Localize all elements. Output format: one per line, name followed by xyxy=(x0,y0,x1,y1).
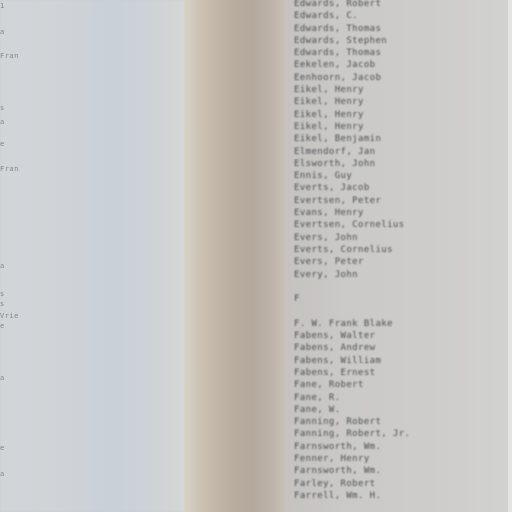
name-entry: Fabens, William xyxy=(294,355,382,366)
name-entry: Farrell, Wm. H. xyxy=(294,490,382,501)
name-entry: Edwards, C. xyxy=(294,11,359,22)
name-entry: Fane, Robert xyxy=(294,380,364,391)
name-entry: Fenner, Henry xyxy=(294,453,370,464)
name-entry: Every, John xyxy=(294,269,359,280)
name-entry: Evers, John xyxy=(294,232,359,243)
name-entry: Evertsen, Cornelius xyxy=(294,220,405,231)
name-entry: Ennis, Guy xyxy=(294,171,353,182)
name-entry: Elsworth, John xyxy=(294,158,376,169)
left-page-fragment: s xyxy=(0,290,5,298)
name-entry: Fanning, Robert, Jr. xyxy=(294,429,411,440)
left-page-fragment: a xyxy=(0,262,5,270)
left-page-fragment: a xyxy=(0,28,5,36)
left-page-fragment: e xyxy=(0,140,5,148)
left-page-fragment: Fran xyxy=(0,52,19,60)
name-entry: Edwards, Thomas xyxy=(294,48,382,59)
name-entry: Fanning, Robert xyxy=(294,417,382,428)
name-entry: Fabens, Ernest xyxy=(294,367,376,378)
name-entry: Evans, Henry xyxy=(294,208,364,219)
name-entry: Edwards, Robert xyxy=(294,0,382,9)
name-entry: F. W. Frank Blake xyxy=(294,318,393,329)
name-entry: Eikel, Henry xyxy=(294,121,364,132)
name-entry: Elmendorf, Jan xyxy=(294,146,376,157)
name-entry: Fane, R. xyxy=(294,392,341,403)
name-entry: Evers, Peter xyxy=(294,257,364,268)
page-edge xyxy=(508,0,512,512)
left-page-fragment: 1 xyxy=(0,2,5,10)
left-page-fragment: a xyxy=(0,118,5,126)
name-entry: Farley, Robert xyxy=(294,478,376,489)
name-entry: Eikel, Henry xyxy=(294,85,364,96)
left-page-fragment: e xyxy=(0,444,5,452)
name-entry: Farnsworth, Wm. xyxy=(294,441,382,452)
name-entry: Fane, W. xyxy=(294,404,341,415)
name-entry: Eikel, Benjamin xyxy=(294,134,382,145)
left-page xyxy=(0,0,188,512)
name-entry: Farnsworth, Wm. xyxy=(294,466,382,477)
name-entry: Evertsen, Peter xyxy=(294,195,382,206)
left-page-fragment: Vrie xyxy=(0,312,19,320)
name-entry: Edwards, Thomas xyxy=(294,23,382,34)
name-entry: Eikel, Henry xyxy=(294,109,364,120)
name-entry: Everts, Cornelius xyxy=(294,244,393,255)
section-letter: F xyxy=(294,294,300,305)
left-page-fragment: Fran xyxy=(0,165,19,173)
name-index-list xyxy=(294,0,504,502)
name-entry: Eenhoorn, Jacob xyxy=(294,72,382,83)
name-entry: Edwards, Stephen xyxy=(294,35,388,46)
name-entry: Eekelen, Jacob xyxy=(294,60,376,71)
left-page-fragment: s xyxy=(0,300,5,308)
name-entry: Fabens, Andrew xyxy=(294,343,376,354)
left-page-fragment: a xyxy=(0,374,5,382)
left-page-fragment: e xyxy=(0,322,5,330)
left-page-fragment: s xyxy=(0,104,5,112)
name-entry: Eikel, Henry xyxy=(294,97,364,108)
name-entry: Everts, Jacob xyxy=(294,183,370,194)
left-page-fragment: a xyxy=(0,470,5,478)
name-entry: Fabens, Walter xyxy=(294,331,376,342)
book-gutter xyxy=(184,0,290,512)
